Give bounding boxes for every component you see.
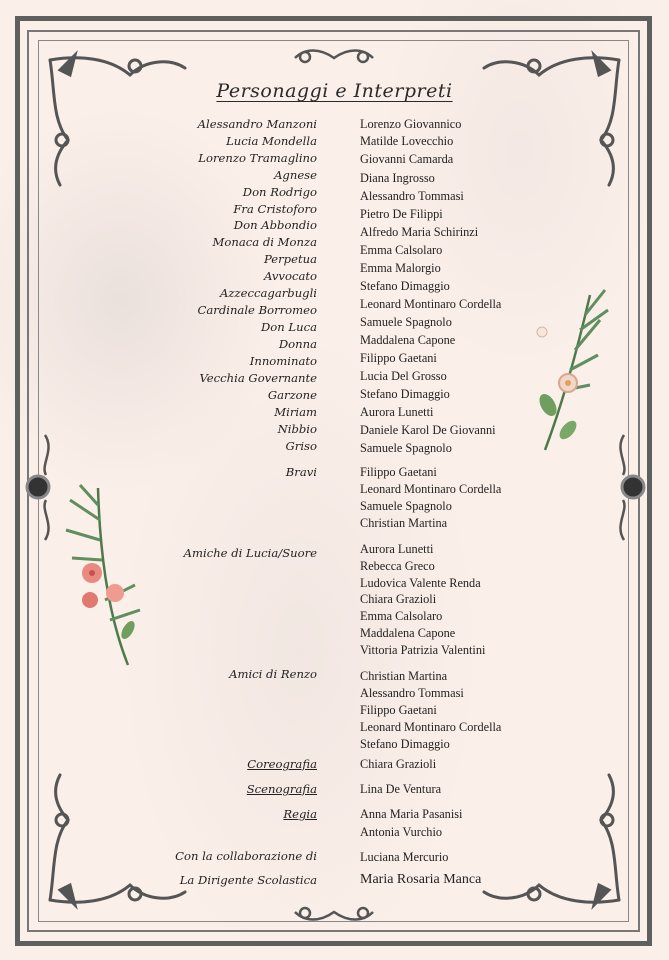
right-medallion-icon <box>620 435 644 540</box>
actor-name: Filippo Gaetani <box>360 703 437 717</box>
corner-flourish-icon <box>50 55 185 185</box>
role-label: Coreografia <box>247 757 317 771</box>
actor-name: Lorenzo Giovannico <box>360 117 462 131</box>
role-label: Fra Cristoforo <box>233 202 317 216</box>
actor-name: Alessandro Tommasi <box>360 189 464 203</box>
actor-name: Diana Ingrosso <box>360 171 435 185</box>
actor-name: Stefano Dimaggio <box>360 387 450 401</box>
actor-name: Maddalena Capone <box>360 626 456 640</box>
actor-name: Filippo Gaetani <box>360 465 437 479</box>
actor-name: Giovanni Camarda <box>360 152 454 166</box>
corner-flourish-icon <box>484 55 619 185</box>
actor-name: Samuele Spagnolo <box>360 315 452 329</box>
role-label: Azzeccagarbugli <box>220 286 317 300</box>
actor-name: Chiara Grazioli <box>360 757 437 771</box>
actor-name: Emma Calsolaro <box>360 243 443 257</box>
actor-name: Emma Calsolaro <box>360 609 443 623</box>
right-flower-sprig-icon <box>536 290 608 450</box>
role-label: Griso <box>285 439 317 453</box>
role-label: Nibbio <box>277 422 317 436</box>
role-label: Cardinale Borromeo <box>197 303 317 317</box>
actor-name: Daniele Karol De Giovanni <box>360 423 496 437</box>
top-ornament-icon <box>295 51 373 63</box>
actor-name: Samuele Spagnolo <box>360 499 452 513</box>
actor-name: Leonard Montinaro Cordella <box>360 482 502 496</box>
page-title: Personaggi e Interpreti <box>216 80 453 102</box>
role-label: Con la collaborazione di <box>175 849 317 863</box>
actor-name: Rebecca Greco <box>360 559 435 573</box>
actor-name: Christian Martina <box>360 669 448 683</box>
role-label: Amici di Renzo <box>229 667 317 681</box>
role-label: Monaca di Monza <box>212 235 317 249</box>
bottom-ornament-icon <box>295 908 373 920</box>
actor-name: Emma Malorgio <box>360 261 441 275</box>
actor-name: Aurora Lunetti <box>360 405 434 419</box>
role-label: Regia <box>283 807 317 821</box>
actor-name: Matilde Lovecchio <box>360 134 454 148</box>
actor-name: Stefano Dimaggio <box>360 279 450 293</box>
role-label: Don Luca <box>261 320 317 334</box>
role-label: Don Abbondio <box>233 218 317 232</box>
role-label: Alessandro Manzoni <box>197 117 317 131</box>
role-label: Lucia Mondella <box>226 134 317 148</box>
actor-name: Leonard Montinaro Cordella <box>360 297 502 311</box>
corner-flourish-icon <box>484 775 619 905</box>
actor-name: Alfredo Maria Schirinzi <box>360 225 479 239</box>
actor-name: Lucia Del Grosso <box>360 369 447 383</box>
actor-name: Alessandro Tommasi <box>360 686 464 700</box>
actor-name: Anna Maria Pasanisi <box>360 807 463 821</box>
actor-name: Maddalena Capone <box>360 333 456 347</box>
role-label: Agnese <box>274 168 317 182</box>
actor-name: Maria Rosaria Manca <box>360 872 482 887</box>
role-label: Bravi <box>285 465 317 479</box>
actor-name: Aurora Lunetti <box>360 542 434 556</box>
actor-name: Lina De Ventura <box>360 782 442 796</box>
actor-name: Pietro De Filippi <box>360 207 443 221</box>
corner-flourish-icon <box>50 775 185 905</box>
actor-name: Christian Martina <box>360 516 448 530</box>
actor-name: Luciana Mercurio <box>360 850 449 864</box>
left-medallion-icon <box>27 435 49 540</box>
role-label: Miriam <box>274 405 317 419</box>
actor-name: Antonia Vurchio <box>360 825 443 839</box>
role-label: Donna <box>278 337 317 351</box>
actor-name: Chiara Grazioli <box>360 592 437 606</box>
actor-name: Leonard Montinaro Cordella <box>360 720 502 734</box>
left-flower-sprig-icon <box>66 485 140 665</box>
role-label: Lorenzo Tramaglino <box>198 151 317 165</box>
role-label: Avvocato <box>263 269 317 283</box>
actor-name: Ludovica Valente Renda <box>360 576 481 590</box>
role-label: Scenografia <box>246 782 317 796</box>
role-label: Vecchia Governante <box>199 371 317 385</box>
actor-name: Stefano Dimaggio <box>360 737 450 751</box>
role-label: Don Rodrigo <box>242 185 317 199</box>
role-label: Amiche di Lucia/Suore <box>183 546 317 560</box>
actor-name: Samuele Spagnolo <box>360 441 452 455</box>
actor-name: Vittoria Patrizia Valentini <box>360 643 486 657</box>
role-label: La Dirigente Scolastica <box>179 873 317 887</box>
role-label: Innominato <box>249 354 317 368</box>
role-label: Garzone <box>267 388 317 402</box>
role-label: Perpetua <box>263 252 317 266</box>
actor-name: Filippo Gaetani <box>360 351 437 365</box>
